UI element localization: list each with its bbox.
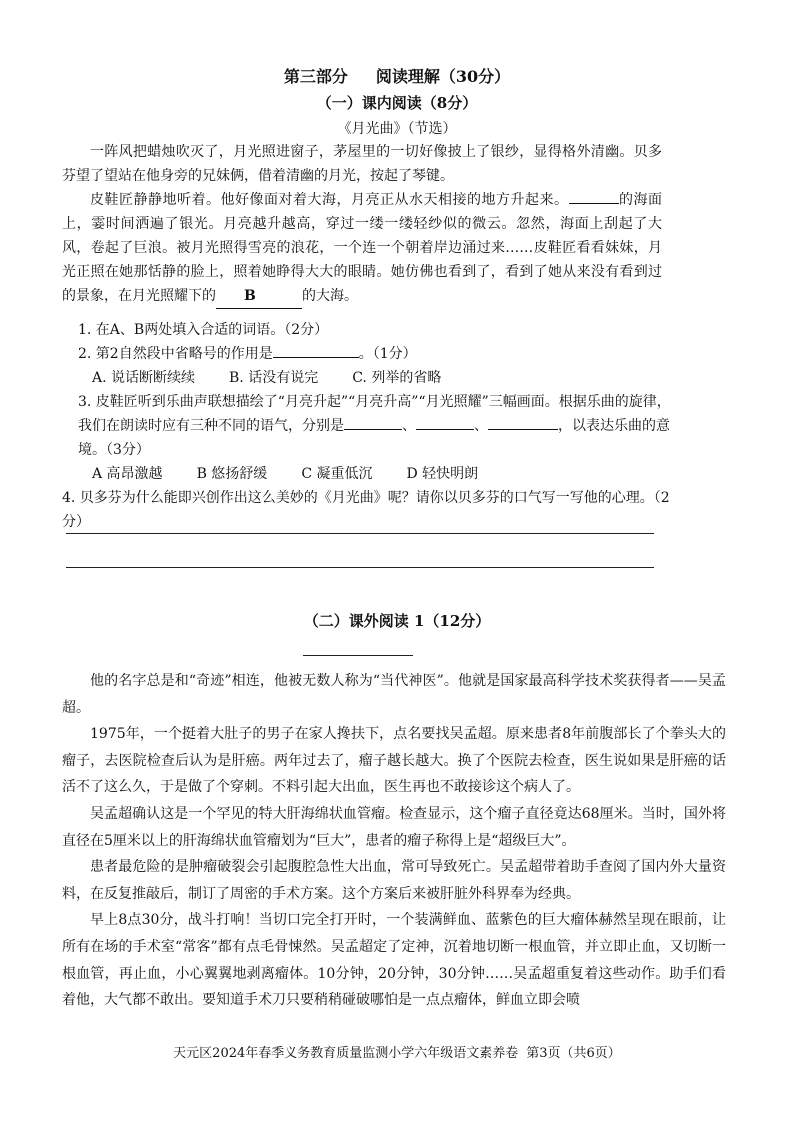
p2-paragraph-5: 早上8点30分，战斗打响！当切口完全打开时，一个装满鲜血、蓝紫色的巨大瘤体赫然呈现在眼前，让所有在场的手术室“常客”都有点毛骨悚然。吴孟超定了定神，沉着地切断一根血管，并立即止血，又切断一根血管，再止血，小心翼翼地剥离瘤体。10分钟，20分钟，30分钟……吴孟超重复着这些动作。助手们看着他，大气都不敢出。要知道手术刀只要稍稍碰破哪怕是一点点瘤体，鲜血立即会喷	[62, 912, 726, 1009]
p2-paragraph-4: 患者最危险的是肿瘤破裂会引起腹腔急性大出血，常可导致死亡。吴孟超带着助手查阅了国内外大量资料，在反复推敲后，制订了周密的手术方案。这个方案后来被肝脏外科界奉为经典。	[62, 859, 726, 902]
paragraph-1: 一阵风把蜡烛吹灭了，月光照进窗子，茅屋里的一切好像披上了银纱，显得格外清幽。贝多芬望了望站在他身旁的兄妹俩，借着清幽的月光，按起了琴键。	[62, 144, 662, 184]
q2-option-c: C. 列举的省略	[352, 370, 442, 386]
q2-answer-blank[interactable]	[273, 357, 359, 358]
q3-blank-1[interactable]	[344, 429, 402, 430]
q3-blank-3[interactable]	[488, 429, 558, 430]
blank-b[interactable]	[216, 284, 302, 309]
question-4: 4. 贝多芬为什么能即兴创作出这么美妙的《月光曲》呢？请你以贝多芬的口气写一写他的心理。（2分）	[62, 490, 670, 530]
paragraph-2-part-b: 的海面上，霎时间洒遍了银光。月亮越升越高，穿过一缕一缕轻纱似的微云。忽然，海面上刮起了大风，卷起了巨浪。被月光照得雪亮的浪花，一个连一个朝着岸边涌过来……皮鞋匠看看妹妹，月光正照在她那恬静的脸上，照着她睁得大大的眼睛。她仿佛也看到了，看到了她从来没有看到过的景象，在月光照耀下的	[62, 192, 662, 304]
part-title	[0, 64, 794, 87]
q2-option-b: B. 话没有说完	[229, 370, 319, 386]
exam-name: 天元区2024年春季义务教育质量监测小学六年级语文素养卷	[173, 1046, 519, 1061]
paragraph-2-part-c: 的大海。	[302, 288, 358, 304]
question-1: 1. 在A、B两处填入合适的词语。（2分）	[78, 322, 329, 338]
q4-answer-line-1[interactable]	[66, 533, 654, 534]
page-number: 第3页（共6页）	[526, 1046, 621, 1061]
q3-blank-2[interactable]	[416, 429, 474, 430]
question-3-options	[62, 462, 682, 486]
section-label: 阅读理解（30分）	[375, 67, 511, 86]
q3-option-b: B 悠扬舒缓	[196, 466, 268, 482]
question-2-options	[62, 366, 682, 390]
p2-paragraph-1: 他的名字总是和“奇迹”相连，他被无数人称为“当代神医”。他就是国家最高科学技术奖获得者——吴孟超。	[62, 673, 726, 716]
paragraph-2	[62, 188, 662, 309]
p2-paragraph-2: 1975年，一个挺着大肚子的男子在家人搀扶下，点名要找吴孟超。原来患者8年前腹部长了个拳头大的瘤子，去医院检查后认为是肝癌。两年过去了，瘤子越长越大。换了个医院去检查，医生说如果是肝癌的话活不了这么久，于是做了个穿刺。不料引起大出血，医生再也不敢接诊这个病人了。	[62, 726, 726, 796]
subsection-title: （一）课内阅读（8分）	[316, 94, 478, 112]
q3-option-d: D 轻快明朗	[406, 466, 479, 482]
blank-a[interactable]	[569, 203, 619, 204]
section-2-heading: （二）课外阅读 1（12分）	[303, 612, 491, 630]
part-label: 第三部分	[283, 67, 348, 86]
passage-2-title-blank[interactable]	[303, 655, 413, 656]
passage-wu-mengchao	[62, 668, 726, 1014]
q3-option-a: A 高昂激越	[92, 466, 163, 482]
questions-block	[62, 318, 682, 534]
question-3: 3. 皮鞋匠听到乐曲声联想描绘了“月亮升起”“月亮升高”“月光照耀”三幅画面。根据乐曲的旋律，我们在朗读时应有三种不同的语气，分别是 、 、 ，以表达乐曲的意境。（3分）	[78, 394, 671, 458]
q2-option-a: A. 说话断断续续	[92, 370, 196, 386]
page-footer	[0, 1042, 794, 1061]
q4-answer-line-2[interactable]	[66, 567, 654, 568]
blank-b-letter: B	[244, 288, 256, 304]
passage-title: 《月光曲》（节选）	[337, 121, 457, 137]
p2-paragraph-3: 吴孟超确认这是一个罕见的特大肝海绵状血管瘤。检查显示，这个瘤子直径竟达68厘米。当时，国外将直径在5厘米以上的肝海绵状血管瘤划为“巨大”，患者的瘤子称得上是“超级巨大”。	[62, 805, 726, 849]
paragraph-2-part-a: 皮鞋匠静静地听着。他好像面对着大海，月亮正从水天相接的地方升起来。	[90, 192, 569, 208]
question-2: 2. 第2自然段中省略号的作用是 。（1分）	[78, 346, 417, 362]
passage-moonlight	[62, 140, 662, 309]
q3-option-c: C 凝重低沉	[301, 466, 373, 482]
